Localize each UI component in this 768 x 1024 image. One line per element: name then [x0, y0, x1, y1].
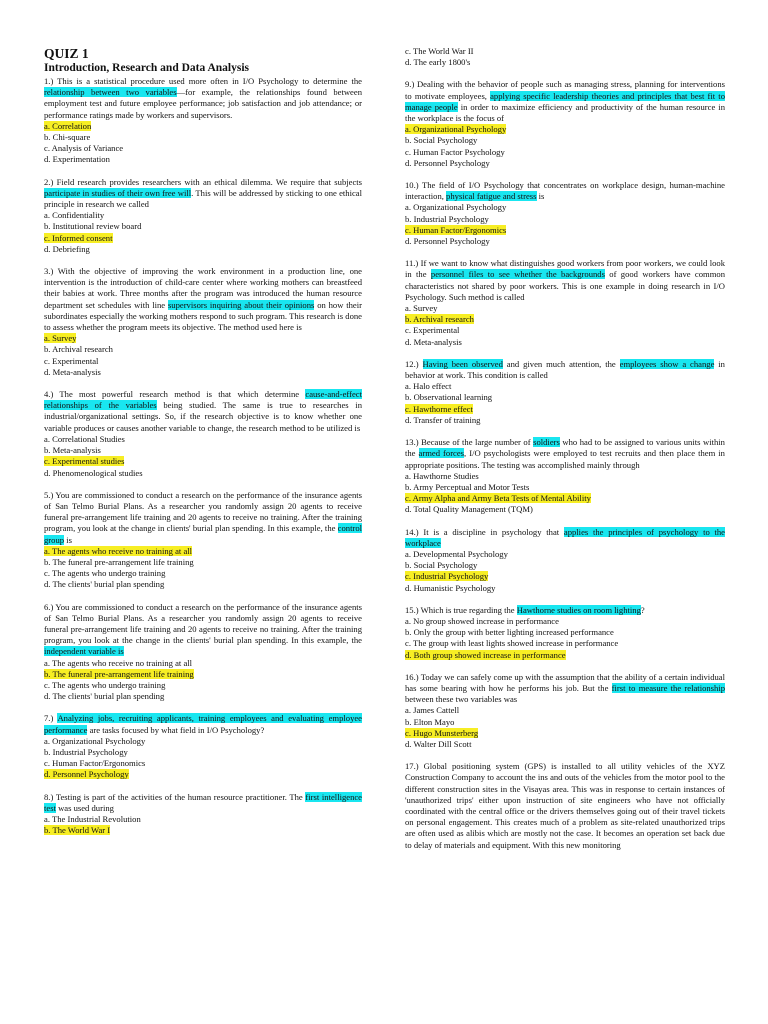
- question-text: [44, 389, 362, 434]
- question-text-segment: 3.) With the objective of improving the work environment in a production line, one intervention is the introduction of child-care center where working mothers can breastfeed their babies at work. Three months after the program was introduced the human resource department set schedules with line: [44, 266, 362, 310]
- answer-option-label: b. Meta-analysis: [44, 445, 101, 456]
- answer-option: [405, 583, 725, 594]
- highlighted-phrase: independent variable is: [44, 646, 124, 657]
- answer-option-label: a. The agents who receive no training at all: [44, 545, 193, 556]
- answer-option: [405, 46, 725, 57]
- answer-option-label: a. Survey: [44, 333, 77, 344]
- question-text-segment: 2.) Field research provides researchers with an ethical dilemma. We require that subjects: [44, 176, 362, 187]
- answer-option-correct: [405, 404, 725, 415]
- question-text-segment: 12.): [405, 358, 423, 369]
- answer-options: [44, 658, 362, 703]
- highlighted-phrase: relationship between two variables: [44, 87, 177, 98]
- question-q9: [405, 79, 725, 169]
- answer-option: [44, 132, 362, 143]
- answer-option: [405, 638, 725, 649]
- answer-option: [405, 717, 725, 728]
- question-text: [44, 177, 362, 211]
- answer-option-label: a. Developmental Psychology: [405, 548, 508, 559]
- answer-option-label: d. The clients' burial plan spending: [44, 579, 165, 590]
- question-spacer: [405, 750, 725, 761]
- highlighted-phrase: cause-and-effect relationships of the variables: [44, 389, 362, 411]
- answer-option-label: a. Confidentiality: [44, 210, 105, 221]
- question-text: [405, 258, 725, 303]
- question-q8: [44, 792, 362, 837]
- question-spacer: [405, 348, 725, 359]
- answer-option: [405, 158, 725, 169]
- answer-option-correct: [44, 456, 362, 467]
- answer-option: [44, 244, 362, 255]
- answer-option-label: a. The Industrial Revolution: [44, 813, 141, 824]
- answer-options: [44, 814, 362, 836]
- answer-option-label: c. Army Alpha and Army Beta Tests of Mental Ability: [405, 493, 591, 504]
- question-text: [405, 180, 725, 202]
- question-text: [44, 602, 362, 658]
- question-spacer: [44, 702, 362, 713]
- answer-option-correct: [405, 314, 725, 325]
- answer-option: [44, 814, 362, 825]
- answer-option: [44, 143, 362, 154]
- question-spacer: [405, 247, 725, 258]
- answer-option-label: d. The clients' burial plan spending: [44, 691, 165, 702]
- answer-option: [44, 221, 362, 232]
- answer-option-correct: [44, 769, 362, 780]
- answer-option-label: d. Total Quality Management (TQM): [405, 504, 533, 515]
- question-text: [44, 792, 362, 814]
- highlighted-phrase: participate in studies of their own free will: [44, 187, 192, 198]
- answer-option-label: b. Institutional review board: [44, 221, 142, 232]
- answer-option: [405, 135, 725, 146]
- highlighted-phrase: control group: [44, 523, 362, 545]
- question-text-segment: 11.) If we want to know what distinguishes good workers from poor workers, we could look in the: [405, 258, 725, 280]
- question-q13: [405, 437, 725, 515]
- answer-option: [405, 214, 725, 225]
- question-q6: [44, 602, 362, 703]
- question-q14: [405, 527, 725, 594]
- answer-option: [405, 325, 725, 336]
- question-text: [44, 713, 362, 735]
- answer-option: [44, 367, 362, 378]
- question-text: [405, 672, 725, 706]
- highlighted-phrase: supervisors inquiring about their opinions: [167, 299, 315, 310]
- question-text-segment: and given much attention, the: [502, 358, 620, 369]
- question-spacer: [405, 661, 725, 672]
- question-q12: [405, 359, 725, 426]
- answer-option-label: d. Experimentation: [44, 154, 110, 165]
- question-spacer: [44, 591, 362, 602]
- answer-option: [44, 736, 362, 747]
- answer-options: [405, 471, 725, 516]
- answer-option: [405, 202, 725, 213]
- answer-option: [405, 381, 725, 392]
- question-q16: [405, 672, 725, 750]
- answer-option-label: a. Survey: [405, 303, 438, 314]
- answer-option-label: c. Hawthorne effect: [405, 403, 473, 414]
- question-text: [405, 359, 725, 381]
- answer-option-label: a. Correlation: [44, 120, 92, 131]
- answer-option-label: c. Hugo Munsterberg: [405, 727, 479, 738]
- answer-option-label: b. Chi-square: [44, 132, 91, 143]
- question-text-segment: 13.) Because of the large number of: [405, 437, 534, 448]
- question-text: [405, 605, 725, 616]
- answer-option-correct: [44, 546, 362, 557]
- answer-option-label: c. The agents who undergo training: [44, 568, 166, 579]
- answer-option-label: a. Hawthorne Studies: [405, 470, 479, 481]
- question-text-segment: was used during: [55, 802, 114, 813]
- question-text: [44, 490, 362, 546]
- answer-options: [405, 705, 725, 750]
- answer-option-label: d. Humanistic Psychology: [405, 582, 496, 593]
- question-spacer: [44, 781, 362, 792]
- answer-option: [405, 147, 725, 158]
- highlighted-phrase: first intelligence test: [44, 791, 363, 813]
- highlighted-phrase: applies the principles of psychology to the workplace: [405, 526, 725, 548]
- answer-option: [405, 549, 725, 560]
- question-text: [44, 76, 362, 121]
- answer-option-label: a. No group showed increase in performance: [405, 615, 559, 626]
- question-q4: [44, 389, 362, 479]
- question-text-segment: 17.) Global positioning system (GPS) is installed to all utility vehicles of the XYZ Construction Company to account the ins and outs of the vehicles from the motor pool to the different construction sites in the Visayas area. This was in response to certain instances of 'unauthorized trips' either upon instruction of site engineers who have not officially coordinated with the central office or the drivers themselves going out of their travel tickets on personal engagement. This creates much of a problem as site-related unauthorized trips are often used as alibis which are mostly not the case. It becomes an operation set back due to delay of materials and equipment. With this new monitoring: [405, 761, 725, 850]
- question-spacer: [44, 378, 362, 389]
- answer-option-label: a. Organizational Psychology: [405, 124, 507, 135]
- highlighted-phrase: first to measure the relationship: [611, 682, 725, 693]
- answer-option: [44, 356, 362, 367]
- answer-option: [44, 557, 362, 568]
- answer-options: [405, 46, 725, 68]
- answer-option-label: b. Elton Mayo: [405, 716, 455, 727]
- answer-option-label: b. The funeral pre-arrangement life training: [44, 556, 194, 567]
- answer-options: [405, 202, 725, 247]
- question-q10: [405, 180, 725, 247]
- answer-option: [44, 568, 362, 579]
- answer-option: [44, 445, 362, 456]
- answer-option-label: b. Archival research: [44, 344, 113, 355]
- answer-option: [405, 627, 725, 638]
- question-text-segment: 4.) The most powerful research method is that which determine: [44, 389, 306, 400]
- answer-option-correct: [44, 825, 362, 836]
- answer-option: [405, 560, 725, 571]
- question-text: [405, 79, 725, 124]
- answer-option: [405, 415, 725, 426]
- answer-options: [44, 121, 362, 166]
- question-q17: [405, 761, 725, 851]
- answer-option-label: a. Organizational Psychology: [44, 735, 146, 746]
- answer-option: [405, 705, 725, 716]
- question-spacer: [44, 479, 362, 490]
- answer-option-label: b. Archival research: [405, 314, 474, 325]
- answer-option: [44, 344, 362, 355]
- answer-options: [405, 549, 725, 594]
- answer-option: [405, 303, 725, 314]
- question-text-segment: , I/O psychologists were employed to test recruits and then place them in appropriate positions. The testing was accomplished mainly through: [405, 448, 725, 470]
- answer-options: [44, 333, 362, 378]
- highlighted-phrase: Analyzing jobs, recruiting applicants, training employees and evaluating employee performance: [44, 713, 362, 735]
- question-text: [405, 437, 725, 471]
- answer-options: [405, 124, 725, 169]
- question-text-segment: 9.) Dealing with the behavior of people such as managing stress, planning for interventions to motivate employees,: [405, 79, 725, 101]
- question-text-segment: 5.) You are commissioned to conduct a research on the performance of the insurance agents of San Telmo Burial Plans. As a researcher you randomly assign 20 agents to receive funeral pre-arrangement life training and 20 agents to receive no training. After the training program, you look at the change in clients' burial plan spending. In this example, the: [44, 489, 362, 534]
- question-text-segment: —for example, the relationships found between employment test and future employee performance; job satisfaction and job attendance; or performance ratings made by workers and supervisors.: [44, 87, 362, 120]
- question-text-segment: 15.) Which is true regarding the: [405, 604, 517, 615]
- answer-option-label: c. Human Factor/Ergonomics: [405, 224, 507, 235]
- answer-option-label: c. Experimental: [44, 355, 99, 366]
- answer-option-label: d. Both group showed increase in performance: [405, 649, 566, 660]
- answer-option-label: c. Informed consent: [44, 232, 113, 243]
- question-q7: [44, 713, 362, 780]
- highlighted-phrase: Having been observed: [422, 358, 503, 369]
- answer-option-label: b. Army Perceptual and Motor Tests: [405, 481, 530, 492]
- answer-option: [44, 579, 362, 590]
- answer-option-label: c. Analysis of Variance: [44, 143, 124, 154]
- answer-option: [405, 482, 725, 493]
- answer-option-label: b. Only the group with better lighting increased performance: [405, 627, 614, 638]
- highlighted-phrase: employees show a change: [619, 358, 715, 369]
- question-text-segment: 1.) This is a statistical procedure used more often in I/O Psychology to determine the: [44, 76, 362, 86]
- answer-option-label: b. The World War I: [44, 825, 111, 836]
- answer-option-label: d. Transfer of training: [405, 414, 481, 425]
- answer-option-correct: [44, 333, 362, 344]
- question-text-segment: 16.) Today we can safely come up with the assumption that the ability of a certain individual has some bearing with how he performs his job. But the: [405, 671, 725, 693]
- question-spacer: [405, 594, 725, 605]
- answer-option-label: b. Observational learning: [405, 392, 493, 403]
- question-text: [405, 527, 725, 549]
- quiz-subtitle: Introduction, Research and Data Analysis: [44, 62, 250, 74]
- question-q15: [405, 605, 725, 661]
- answer-option-label: c. Experimental: [405, 325, 460, 336]
- answer-options: [405, 381, 725, 426]
- answer-option-label: c. Industrial Psychology: [405, 571, 489, 582]
- answer-option: [405, 471, 725, 482]
- question-text-segment: 14.) It is a discipline in psychology that: [405, 526, 564, 537]
- answer-option-correct: [405, 225, 725, 236]
- answer-option-label: d. The early 1800's: [405, 57, 471, 68]
- answer-option: [405, 337, 725, 348]
- highlighted-phrase: armed forces: [418, 448, 465, 459]
- question-text-segment: on how their subordinates especially the working mothers respond to such program. This research is done to assess whether the program meets its objective. The method used here is: [44, 299, 362, 333]
- question-text-segment: 10.) The field of I/O Psychology that concentrates on workplace design, human-machine interaction,: [405, 180, 725, 202]
- answer-option-label: b. Industrial Psychology: [44, 746, 128, 757]
- highlighted-phrase: physical fatigue and stress: [446, 191, 537, 202]
- left-question-list: [44, 76, 362, 836]
- quiz-title: QUIZ 1: [44, 46, 89, 61]
- answer-option-label: d. Meta-analysis: [44, 366, 101, 377]
- question-spacer: [405, 68, 725, 79]
- question-text-segment: ?: [640, 604, 645, 615]
- answer-option-label: c. The World War II: [405, 46, 474, 56]
- answer-option-label: c. Human Factor/Ergonomics: [44, 758, 146, 769]
- answer-option-label: b. Industrial Psychology: [405, 213, 489, 224]
- answer-option-correct: [405, 728, 725, 739]
- answer-option-correct: [405, 650, 725, 661]
- highlighted-phrase: Hawthorne studies on room lighting: [516, 604, 641, 615]
- question-q11: [405, 258, 725, 348]
- answer-option-correct: [44, 233, 362, 244]
- right-question-list: [405, 46, 725, 851]
- question-spacer: [44, 255, 362, 266]
- answer-options: [405, 616, 725, 661]
- question-text-segment: . This will be addressed by sticking to one ethical principle in research we called: [44, 187, 362, 210]
- answer-option-label: a. Halo effect: [405, 381, 452, 392]
- question-spacer: [44, 166, 362, 177]
- answer-option-label: d. Walter Dill Scott: [405, 738, 472, 749]
- answer-option: [405, 392, 725, 403]
- question-text-segment: being studied. The same is true to researches in industrial/organizational settings. So, if the research objective is to know whether one variable produces or causes another variable to change, the research method to be utilized is: [44, 400, 362, 433]
- answer-option: [44, 468, 362, 479]
- answer-option-label: b. Social Psychology: [405, 560, 478, 571]
- answer-option: [405, 504, 725, 515]
- answer-option-label: d. Personnel Psychology: [405, 157, 490, 168]
- question-text-segment: 6.) You are commissioned to conduct a research on the performance of the insurance agents of San Telmo Burial Plans. As a researcher you randomly assign 20 agents to receive funeral pre-arrangement life training and 20 agents to receive no training. After the training program, you look at the change in the clients' burial plan spending. In this example, the: [44, 601, 362, 646]
- answer-option-correct: [405, 124, 725, 135]
- answer-option-label: c. The group with least lights showed increase in performance: [405, 638, 619, 649]
- answer-options: [44, 434, 362, 479]
- question-text-segment: is: [64, 534, 72, 545]
- answer-option-label: a. Organizational Psychology: [405, 202, 507, 213]
- answer-option: [405, 616, 725, 627]
- question-q5: [44, 490, 362, 591]
- question-q3: [44, 266, 362, 378]
- question-text-segment: who had to be assigned to various units within the: [405, 437, 725, 459]
- answer-options: [405, 303, 725, 348]
- question-text-segment: in behavior at work. This condition is called: [405, 358, 725, 381]
- answer-option: [44, 434, 362, 445]
- answer-options: [44, 546, 362, 591]
- answer-option-correct: [44, 121, 362, 132]
- question-text-segment: 7.): [44, 713, 58, 724]
- answer-option-label: d. Meta-analysis: [405, 336, 462, 347]
- question-spacer: [405, 426, 725, 437]
- answer-option: [44, 210, 362, 221]
- answer-option-label: d. Phenomenological studies: [44, 467, 143, 478]
- answer-option: [405, 236, 725, 247]
- answer-option-label: c. Human Factor Psychology: [405, 146, 505, 157]
- answer-option-label: a. Correlational Studies: [44, 433, 125, 444]
- answer-option-correct: [405, 571, 725, 582]
- left-column: [44, 46, 362, 836]
- question-text-segment: are tasks focused by what field in I/O Psychology?: [87, 724, 265, 735]
- question-text: [405, 761, 725, 851]
- answer-option-correct: [44, 669, 362, 680]
- answer-option-label: d. Debriefing: [44, 243, 90, 254]
- question-text-segment: in order to maximize efficiency and productivity of the human resource in the workplace is the focus of: [405, 101, 725, 124]
- answer-option: [44, 758, 362, 769]
- answer-option: [405, 739, 725, 750]
- question-text-segment: of good workers have common characteristics not shared by poor workers. This is one example in doing research in I/O Psychology. Such method is called: [405, 269, 726, 302]
- right-column: [405, 46, 725, 851]
- answer-option-label: b. Social Psychology: [405, 135, 478, 146]
- question-text-segment: 8.) Testing is part of the activities of the human resource practitioner. The: [44, 791, 306, 802]
- highlighted-phrase: applying specific leadership theories and principles that best fit to manage people: [405, 90, 725, 112]
- answer-options: [44, 736, 362, 781]
- highlighted-phrase: soldiers: [533, 437, 560, 448]
- answer-option: [44, 154, 362, 165]
- question-text-segment: between these two variables was: [405, 694, 518, 705]
- answer-option-label: c. Experimental studies: [44, 456, 125, 467]
- answer-option-label: b. The funeral pre-arrangement life training: [44, 668, 194, 679]
- question-q2: [44, 177, 362, 255]
- answer-options: [44, 210, 362, 255]
- answer-option: [405, 57, 725, 68]
- answer-option-label: d. Personnel Psychology: [44, 769, 129, 780]
- answer-option-label: d. Personnel Psychology: [405, 236, 490, 247]
- answer-option: [44, 747, 362, 758]
- answer-option-correct: [405, 493, 725, 504]
- question-q8-cont: [405, 46, 725, 68]
- highlighted-phrase: personnel files to see whether the backgrounds: [430, 269, 605, 280]
- question-text-segment: is: [536, 191, 545, 202]
- answer-option-label: c. The agents who undergo training: [44, 679, 166, 690]
- answer-option: [44, 680, 362, 691]
- answer-option: [44, 691, 362, 702]
- question-spacer: [405, 516, 725, 527]
- question-spacer: [405, 169, 725, 180]
- answer-option: [44, 658, 362, 669]
- question-q1: [44, 76, 362, 166]
- answer-option-label: a. The agents who receive no training at all: [44, 657, 193, 668]
- answer-option-label: a. James Cattell: [405, 705, 460, 716]
- question-text: [44, 266, 362, 333]
